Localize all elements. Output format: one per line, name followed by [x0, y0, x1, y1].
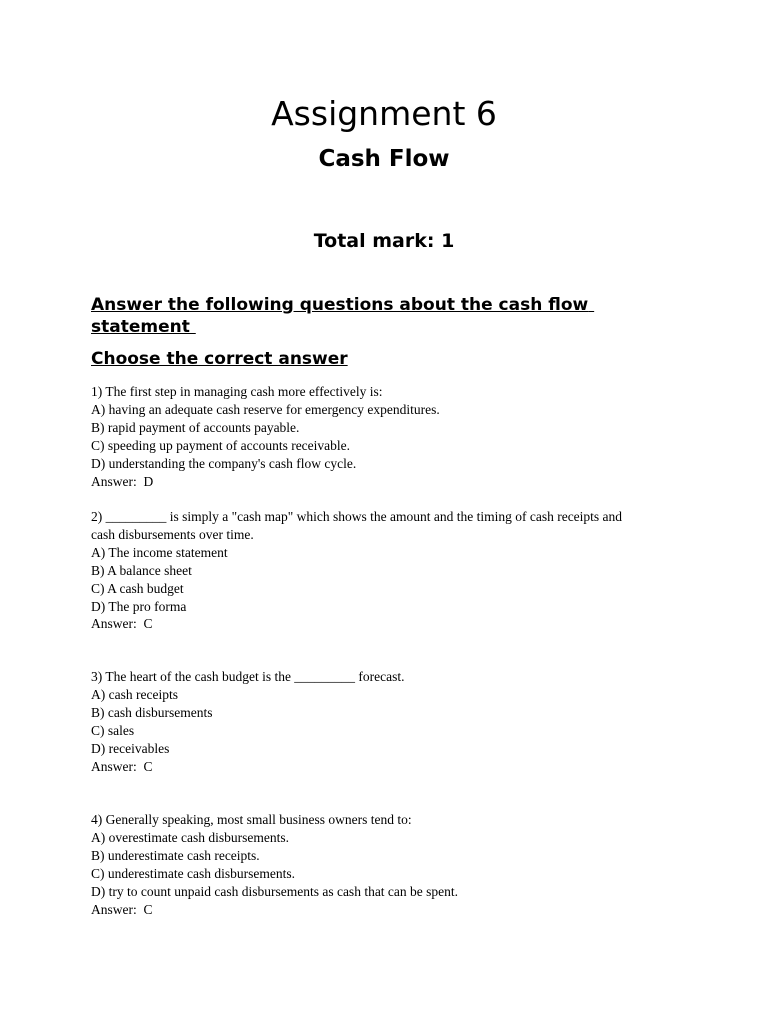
option-b: B) rapid payment of accounts payable.: [91, 419, 300, 435]
option-c: C) speeding up payment of accounts receivable.: [91, 437, 351, 453]
instruction-heading: Answer the following questions about the cash flow statement: [91, 295, 595, 337]
option-a: A) The income statement: [91, 544, 228, 560]
option-d: D) receivables: [91, 740, 170, 756]
question-4: [91, 811, 691, 918]
option-b: B) cash disbursements: [91, 704, 213, 720]
answer: Answer: C: [91, 758, 153, 774]
option-c: C) underestimate cash disbursements.: [91, 865, 295, 881]
option-a: A) having an adequate cash reserve for emergency expenditures.: [91, 401, 440, 417]
option-c: C) A cash budget: [91, 580, 184, 596]
option-a: A) cash receipts: [91, 686, 178, 702]
option-d: D) try to count unpaid cash disbursements as cash that can be spent.: [91, 883, 459, 899]
question-stem: 1) The first step in managing cash more effectively is:: [91, 384, 383, 399]
page-subtitle: Cash Flow: [318, 146, 450, 172]
question-stem-continued: cash disbursements over time.: [91, 526, 254, 542]
option-b: B) underestimate cash receipts.: [91, 847, 260, 863]
page-title: Assignment 6: [271, 94, 497, 133]
choose-heading: Choose the correct answer: [91, 349, 348, 369]
answer: Answer: D: [91, 473, 154, 489]
question-2: [91, 508, 691, 633]
answer: Answer: C: [91, 901, 153, 917]
question-3: [91, 668, 691, 775]
option-d: D) The pro forma: [91, 598, 187, 614]
option-c: C) sales: [91, 722, 135, 738]
option-b: B) A balance sheet: [91, 562, 192, 578]
question-stem: 3) The heart of the cash budget is the _________ forecast.: [91, 669, 405, 684]
answer: Answer: C: [91, 616, 153, 632]
question-stem: 2) _________ is simply a "cash map" which shows the amount and the timing of cash receipts and: [91, 509, 623, 524]
question-1: [91, 383, 691, 490]
question-stem: 4) Generally speaking, most small business owners tend to:: [91, 812, 412, 827]
option-d: D) understanding the company's cash flow cycle.: [91, 455, 357, 471]
total-mark: Total mark: 1: [313, 230, 455, 252]
option-a: A) overestimate cash disbursements.: [91, 829, 289, 845]
